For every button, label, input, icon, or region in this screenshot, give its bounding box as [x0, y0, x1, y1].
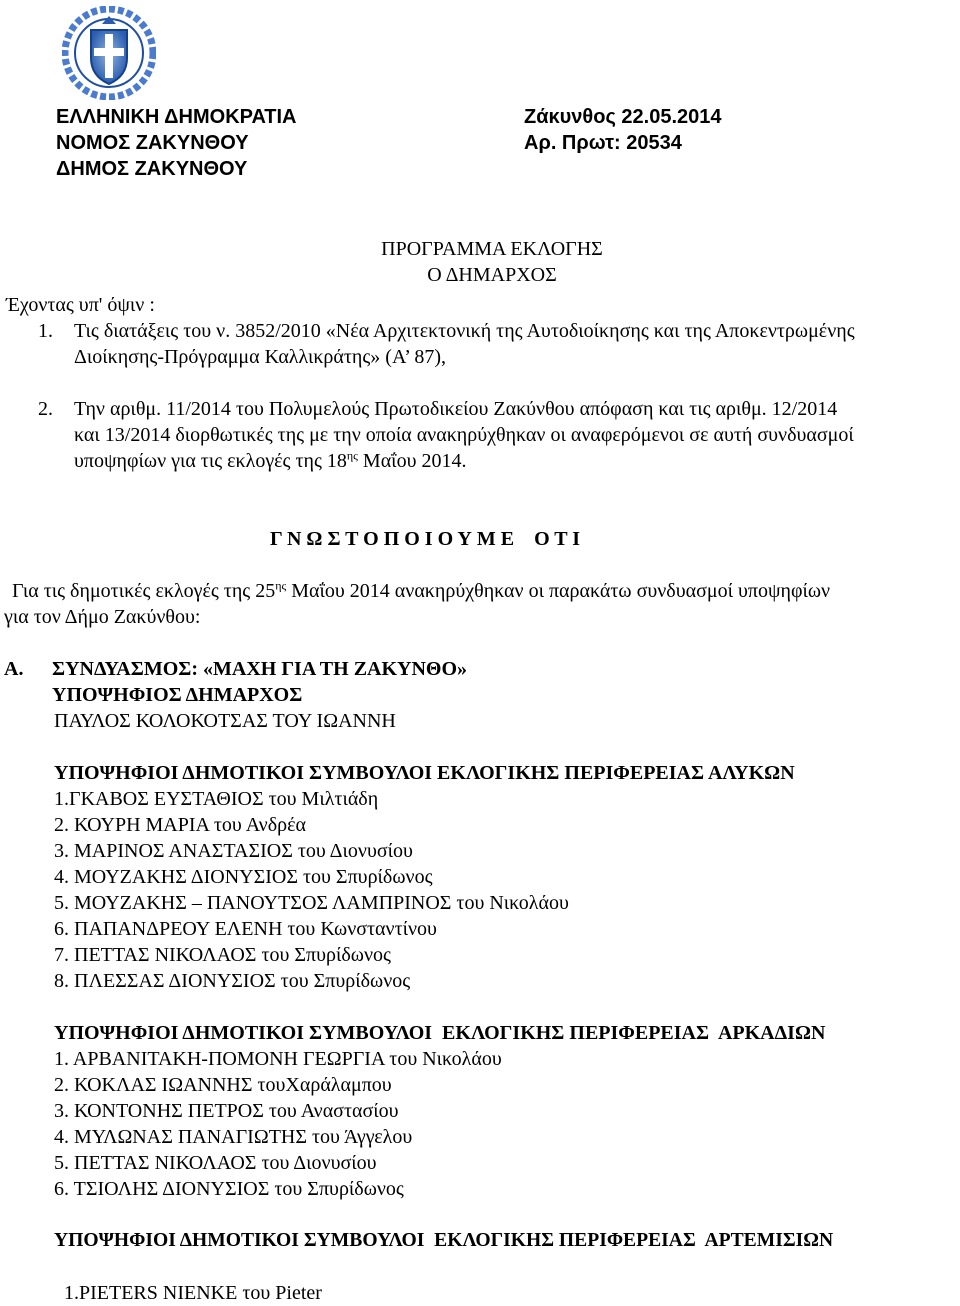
mayor-name: ΠΑΥΛΟΣ ΚΟΛΟΚΟΤΣΑΣ ΤΟΥ ΙΩΑΝΝΗ	[54, 710, 396, 732]
header-country: ΕΛΛΗΝΙΚΗ ΔΗΜΟΚΡΑΤΙΑ	[56, 106, 297, 128]
clause-2-line-3-tail: Μαΐου 2014.	[357, 450, 467, 472]
list-item: 5. ΠΕΤΤΑΣ ΝΙΚΟΛΑΟΣ του Διονυσίου	[54, 1152, 377, 1174]
list-item: 4. ΜΥΛΩΝΑΣ ΠΑΝΑΓΙΩΤΗΣ του Άγγελου	[54, 1126, 413, 1148]
list-item: 3. ΚΟΝΤΟΝΗΣ ΠΕΤΡΟΣ του Αναστασίου	[54, 1100, 399, 1122]
title-line-2: Ο ΔΗΜΑΡΧΟΣ	[427, 264, 557, 286]
candidate-list-artemision	[64, 1280, 322, 1306]
intro-line-1-tail: Μαΐου 2014 ανακηρύχθηκαν οι παρακάτω συνδυασμοί υποψηφίων	[286, 580, 831, 602]
clause-2-line-1: Την αριθμ. 11/2014 του Πολυμελούς Πρωτοδικείου Ζακύνθου απόφαση και τις αριθμ. 12/2014	[74, 398, 838, 420]
coat-of-arms-emblem	[62, 6, 156, 100]
intro-line-2: για τον Δήμο Ζακύνθου:	[4, 606, 201, 628]
list-item: 1.PIETERS NIENKE του Pieter	[64, 1282, 322, 1304]
header-right	[524, 104, 722, 156]
section-heading-artemision: ΥΠΟΨΗΦΙΟΙ ΔΗΜΟΤΙΚΟΙ ΣΥΜΒΟΥΛΟΙ ΕΚΛΟΓΙΚΗΣ ΠΕΡΙΦΕΡΕΙΑΣ ΑΡΤΕΜΙΣΙΩΝ	[54, 1230, 834, 1251]
combination-name: ΣΥΝΔΥΑΣΜΟΣ: «ΜΑΧΗ ΓΙΑ ΤΗ ΖΑΚΥΝΘΟ»	[52, 658, 468, 680]
header-prefecture: ΝΟΜΟΣ ΖΑΚΥΝΘΟΥ	[56, 132, 249, 154]
combination-letter: Α.	[4, 658, 24, 680]
clause-1-number: 1.	[38, 320, 53, 342]
header-left	[56, 104, 297, 182]
list-item: 4. ΜΟΥΖΑΚΗΣ ΔΙΟΝΥΣΙΟΣ του Σπυρίδωνος	[54, 866, 433, 888]
list-item: 3. ΜΑΡΙΝΟΣ ΑΝΑΣΤΑΣΙΟΣ του Διονυσίου	[54, 840, 413, 862]
header-municipality: ΔΗΜΟΣ ΖΑΚΥΝΘΟΥ	[56, 158, 248, 180]
clause-1-line-2: Διοίκησης-Πρόγραμμα Καλλικράτης» (Α’ 87),	[74, 346, 447, 368]
section-heading-alykon: ΥΠΟΨΗΦΙΟΙ ΔΗΜΟΤΙΚΟΙ ΣΥΜΒΟΥΛΟΙ ΕΚΛΟΓΙΚΗΣ ΠΕΡΙΦΕΡΕΙΑΣ ΑΛΥΚΩΝ	[54, 762, 795, 784]
section-heading-arkadion: ΥΠΟΨΗΦΙΟΙ ΔΗΜΟΤΙΚΟΙ ΣΥΜΒΟΥΛΟΙ ΕΚΛΟΓΙΚΗΣ ΠΕΡΙΦΕΡΕΙΑΣ ΑΡΚΑΔΙΩΝ	[54, 1022, 826, 1044]
list-item: 7. ΠΕΤΤΑΣ ΝΙΚΟΛΑΟΣ του Σπυρίδωνος	[54, 944, 391, 966]
list-item: 6. ΤΣΙΟΛΗΣ ΔΙΟΝΥΣΙΟΣ του Σπυρίδωνος	[54, 1178, 404, 1200]
list-item: 5. ΜΟΥΖΑΚΗΣ – ΠΑΝΟΥΤΣΟΣ ΛΑΜΠΡΙΝΟΣ του Νικολάου	[54, 892, 569, 914]
list-item: 1.ΓΚΑΒΟΣ ΕΥΣΤΑΘΙΟΣ του Μιλτιάδη	[54, 788, 379, 810]
list-item: 8. ΠΛΕΣΣΑΣ ΔΙΟΝΥΣΙΟΣ του Σπυρίδωνος	[54, 970, 411, 992]
list-item: 2. ΚΟΥΡΗ ΜΑΡΙΑ του Ανδρέα	[54, 814, 306, 836]
intro-line-1	[12, 578, 830, 604]
list-item: 1. ΑΡΒΑΝΙΤΑΚΗ-ΠΟΜΟΝΗ ΓΕΩΡΓΙΑ του Νικολάου	[54, 1048, 502, 1070]
clause-2-line-3	[74, 448, 466, 474]
announcement-heading: Γ Ν Ω Σ Τ Ο Π Ο Ι Ο Υ Μ Ε Ο Τ Ι	[270, 528, 581, 550]
ordinal-suffix: ης	[275, 578, 287, 593]
candidate-list-alykon	[54, 786, 569, 994]
considering-label: Έχοντας υπ' όψιν :	[6, 294, 155, 316]
clause-1-line-1: Τις διατάξεις του ν. 3852/2010 «Νέα Αρχιτεκτονική της Αυτοδιοίκησης και της Αποκεντρωμένης	[74, 320, 855, 342]
title-line-1: ΠΡΟΓΡΑΜΜΑ ΕΚΛΟΓΗΣ	[381, 238, 603, 260]
header-protocol: Αρ. Πρωτ: 20534	[524, 132, 682, 154]
clause-2-number: 2.	[38, 398, 53, 420]
list-item: 2. ΚΟΚΛΑΣ ΙΩΑΝΝΗΣ τουΧαράλαμπου	[54, 1074, 392, 1096]
ordinal-suffix: ης	[346, 448, 358, 463]
document-title	[0, 236, 960, 288]
list-item: 6. ΠΑΠΑΝΔΡΕΟΥ ΕΛΕΝΗ του Κωνσταντίνου	[54, 918, 437, 940]
header-date: Ζάκυνθος 22.05.2014	[524, 106, 722, 128]
clause-2-line-3-text: υποψηφίων για τις εκλογές της 18	[74, 450, 347, 472]
mayor-heading: ΥΠΟΨΗΦΙΟΣ ΔΗΜΑΡΧΟΣ	[52, 684, 303, 706]
candidate-list-arkadion	[54, 1046, 502, 1202]
intro-line-1-text: Για τις δημοτικές εκλογές της 25	[12, 580, 276, 602]
clause-2-line-2: και 13/2014 διορθωτικές της με την οποία ανακηρύχθηκαν οι αναφερόμενοι σε αυτή συνδυασμοί	[74, 424, 854, 446]
